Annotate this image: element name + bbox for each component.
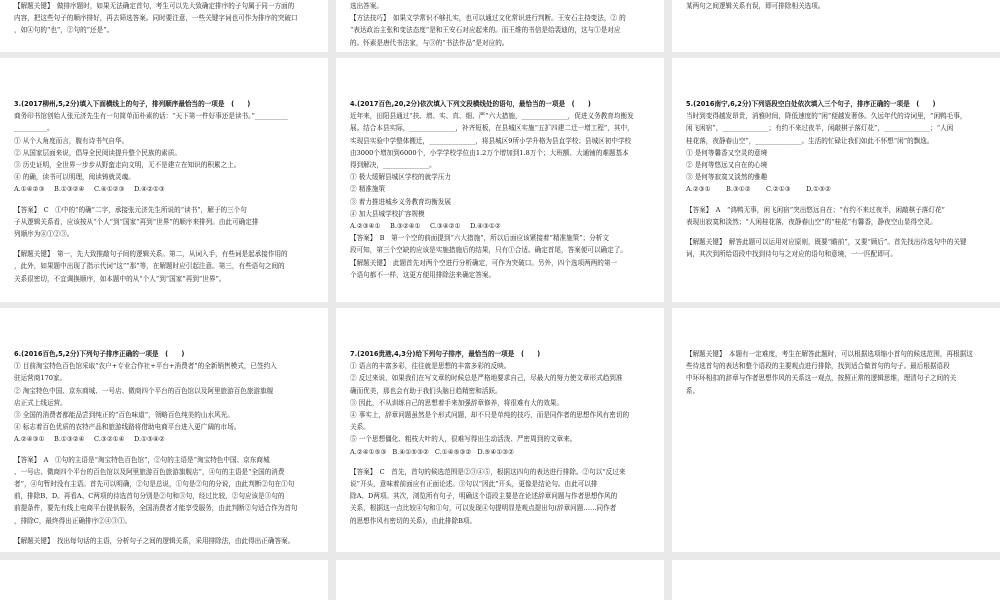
text-line: ① 目前淘宝特色百色馆采取“农户+专业合作社+平台+消费者”的全新销售模式，已签约入 [14, 362, 277, 371]
text-line: 【答案】 C 首先，首句的候选范围是②③④⑤，根据这四句的表达进行排除。②句以“反过来 [350, 467, 626, 476]
text-line: ② 精准施策 [350, 185, 386, 194]
page-12 [672, 560, 1000, 600]
text-line: ，如④句的“也”，②句的“还是”。 [14, 26, 114, 35]
text-line: ② 从国家层面来说，倡导全民阅读提升整个民族的素质。 [14, 148, 181, 157]
question-4-options [350, 220, 650, 232]
text-line: 前，排除B、D。再看A、C两项的待选首句分别是②句和③句，经过比较，②句应该是③句的 [14, 492, 285, 501]
option-label: C.④①②③ [94, 185, 125, 194]
option-label: C.③④②① [430, 222, 461, 231]
text-line: 【解题关键】 找出每句话的主语，分析句子之间的逻辑关系，采用排除法，由此得出正确答案。 [14, 536, 295, 545]
text-line: ① 极大缓解县城区学校的就学压力 [350, 173, 452, 182]
option-label: D.①③② [806, 185, 831, 194]
question-3-title: 3.(2017柳州,5,2分)填入下面横线上的句子，排列顺序最恰当的一项是 ( ) [14, 100, 251, 108]
option-label: B.③②④① [390, 222, 421, 231]
text-line: 列顺序为④①②③。 [14, 230, 74, 239]
text-line: 个语句都不一样，这更方便用排除法来确定答案。 [350, 270, 496, 279]
page-10 [0, 560, 328, 600]
option-label: A.②④③① [14, 435, 45, 444]
text-line: 店正式上线运营。 [14, 398, 67, 407]
option-label: D.④②①③ [134, 185, 165, 194]
text-line: 【解题关键】 本题有一定难度，考生在解答此题时，可以根据选项缩小首句的候选范围，再根据这 [686, 350, 973, 358]
text-line: 前提条件，要先有线上电商平台提供服务，全国消费者才能享受服务，由此判断②句适合作为首句 [14, 504, 298, 513]
question-7-title: 7.(2016贵港,4,3分)给下列句子排序，最恰当的一项是 ( ) [350, 350, 541, 358]
text-line: 得到解决，______________。 [350, 161, 436, 170]
page-3 [672, 0, 1000, 52]
text-line: ③ 全国的消费者都能品尝到纯正的“百色味道”，领略百色纯美的山水风光。 [14, 411, 234, 420]
option-label: D.①③④② [134, 435, 165, 444]
text-line: 展。结合本县实际，______________，补齐短板，在县城区实施“五扩四建二迁一增工程”，其中， [350, 124, 634, 133]
page-1-body [14, 0, 314, 37]
question-6-answer [14, 454, 314, 527]
text-line: 【解题关键】 第一，先大致推敲句子间的逻辑关系。第二，从词入手，有些词是起承接作用的 [14, 250, 288, 259]
text-line: 【答案】 C ①中的“的确”二字，承接张元济先生所说的“读书”，解于的三个句 [14, 205, 247, 214]
text-line: 【答案】 B 第一个空的前面提到“六大措施”，所以后面应该紧接着“精准施策”；分析文 [350, 234, 609, 243]
text-line: ② 淘宝特色中国、京东商城、一号店、微商四个平台的百色馆以及阿里旅游百色旅游旗舰 [14, 386, 274, 395]
text-line: 表现出寂寞和淡然；“人闲桂花落，夜静春山空”的“桂花”有馨香，静夜空山显得空灵。 [686, 217, 937, 226]
text-line: ② 是何等悠远又自在的心境 [686, 161, 768, 170]
text-line: 些待选首句的表达和整个语段的主要观点进行排除，找到适合做首句的句子。最后根据语段 [686, 362, 950, 371]
text-line: 闲飞闲宿”，______________；有约不来过夜半，闲敲棋子落灯花”，______________；“人闲 [686, 124, 954, 133]
option-label: A.②③① [686, 185, 711, 194]
text-line: “表达政治主张和变法态度”是和王安石对应起来的。而王维的书信是给裴迪的，这与①是对应 [350, 26, 621, 35]
text-line: 说”开头，意味着前面应有正面论述。③句以“因此”开头，更像是结论句。由此可以排 [350, 480, 598, 489]
question-6-key [14, 535, 314, 547]
text-line: ④ 事实上，辞章问题虽然是个形式问题，却不只是单纯的技巧，而是同作者的思想作风有密切的 [350, 411, 630, 420]
question-4-body [350, 110, 650, 220]
question-5-body [686, 110, 986, 183]
text-line: 【答案】 A ①句的主语是“淘宝特色百色馆”，②句的主语是“淘宝特色中国、京东商城 [14, 455, 270, 464]
text-line: ④ 加大县城学校扩容规模 [350, 209, 425, 218]
text-line: 者”，④句暂时没有主语。首先可以明确，②句是总说，①句是②句的分说，由此判断②句在①句 [14, 480, 295, 489]
text-line: 词，其次到所给语段中找到待句与之对应的语句和意境，一一匹配即可。 [686, 250, 897, 259]
page-3-body [686, 0, 986, 12]
text-line: ⑤ 一个思想僵化、粗枝大叶的人，很难写得出生动活泼、严密周到的文章来。 [350, 435, 577, 444]
option-label: A.①④②③ [14, 185, 45, 194]
option-label: B.①③②④ [54, 185, 85, 194]
text-line: 商务印书馆创始人张元济先生有一句简单而朴素的话：“天下第一件好事还是读书。”__________ [14, 112, 288, 121]
text-line: ② 反过来说，如果我们在写文章的时候总是严格地要求自己，尽最大的努力使文章形式趋到准 [350, 374, 623, 383]
text-line: ，排除C，最终得出正确排序②④③①。 [14, 516, 132, 525]
text-line: 段可知，第三个空缺的应该是实施措施后的结果，只有①合适。确定首尾，答案便可以确定了。 [350, 246, 627, 255]
page-8 [336, 308, 664, 552]
option-label: C.②①③ [766, 185, 791, 194]
page-1 [0, 0, 328, 52]
option-label: A.②④①⑤③ [350, 447, 387, 456]
question-6-options [14, 433, 314, 445]
text-line: 【解题关键】 做排序题时，如果无法确定首句，考生可以先大致确定排序的子句属于同一方面的 [14, 2, 295, 10]
text-line: 关系，根据这一点比较④句和①句，可以发现④句提明显是观点提出句(辞章问题……同作者 [350, 504, 617, 513]
text-line: 、一号店、微商四个平台的百色馆以及阿里旅游百色旅游旗舰店”，④句的主语是“全国的消费 [14, 467, 285, 476]
text-line: 当时到变得越发昂贵，消雅时间，降低速度的“闲”便越发奢侈。久远年代的诗词里，“闲鸭毛事， [686, 112, 967, 121]
question-3-body [14, 110, 314, 183]
question-4-key [350, 257, 650, 281]
option-label: C.①④⑤③② [434, 447, 472, 456]
text-line: ④ 的确，读书可以明理，阅读铸就灵魂。 [14, 173, 135, 182]
option-label: B.①③②④ [54, 435, 85, 444]
text-line: 的思想作风有密切的关系)，由此排除B项。 [350, 516, 477, 525]
question-5-key [686, 236, 986, 260]
text-line: 桂花落，夜静春山空”，______________。生活的忙碌让我们如此不怀想“闲”的飘逸。 [686, 136, 934, 145]
question-6-body [14, 360, 314, 433]
option-label: C.③②①④ [94, 435, 125, 444]
page-2 [336, 0, 664, 52]
option-label: D.⑤④①③② [477, 447, 515, 456]
question-4-title: 4.(2017百色,20,2分)依次填入下列文段横线处的语句，最恰当的一项是 ( ) [350, 100, 591, 108]
text-line: 某两句之间逻辑关系有误，即可排除相关选项。 [686, 2, 825, 10]
text-line: ③ 因此，不从训练自己的思想着手来加强辞章修养，将很难有大的效果。 [350, 398, 564, 407]
text-line: ③ 着力推进城乡义务教育均衡发展 [350, 197, 452, 206]
question-7-answer [350, 466, 650, 527]
question-3-options [14, 183, 314, 195]
option-label: B.③①② [726, 185, 751, 194]
option-label: A.②③④① [350, 222, 381, 231]
text-line: 【答案】 A “鸿鸭无事，闲飞闲宿”突出悠远自在；“有约不来过夜半，闲敲棋子落灯花” [686, 205, 945, 214]
text-line: 中环环相扣的辞章与作者思想作风的关系这一观点，按照正常的逻辑思维，理清句子之间的关 [686, 374, 957, 383]
page-6 [672, 58, 1000, 302]
text-line: ④ 标志着百色优质的农特产品和旅游线路将借助电商平台进入更广阔的市场。 [14, 423, 241, 432]
page-9 [672, 308, 1000, 552]
option-label: B.④①⑤③② [392, 447, 429, 456]
text-line: ① 语言的丰富多彩，往往就是思想的丰富多彩的反映。 [350, 362, 511, 371]
text-line: 【解题关键】 此题首先对两个空进行分析确定，可作为突破口。另外，四个选项两两的第一 [350, 258, 618, 267]
page-2-body [350, 0, 650, 49]
question-5-options [686, 183, 986, 195]
question-7-body [350, 360, 650, 445]
page-9-key [686, 348, 986, 397]
text-line: 关系很密切，不宜调换顺序，如本题中的从“个人”到“国家”再到“世界”。 [14, 274, 226, 283]
text-line: ① 从个人角度而言，腹有诗书气自华。 [14, 136, 129, 145]
text-line: 近年来，田阳县通过“扶、增、实、真、细、严”六大措施，______________，促进义务教育均衡发 [350, 112, 634, 121]
text-line: 【方法技巧】 如果文学常识不够扎实，也可以通过文化常识进行判断。王安石主持变法，② 的 [350, 14, 626, 23]
question-5-title: 5.(2016南宁,6,2分)下列语段空白处依次填入三个句子，排序正确的一项是 ( ) [686, 100, 936, 108]
text-line: 驻运营商170家。 [14, 374, 67, 383]
page-4 [0, 58, 328, 302]
text-line: 实现县实验中学整体搬迁，______________，将县城区9所小学升格为县直学校；县城区初中学校 [350, 136, 632, 145]
page-11 [336, 560, 664, 600]
question-6-title: 6.(2016百色,5,2分)下列句子排序正确的一项是 ( ) [14, 350, 185, 358]
text-line: 的。怀素是唐代书法家，与③的“书法作品”是对应的。 [350, 38, 509, 47]
text-line: 由3000个增加到6000个，小学学校学位由1.2万个增加到1.8万个；大班额、大通铺的难题基本 [350, 148, 629, 157]
page-7 [0, 308, 328, 552]
question-3-answer [14, 204, 314, 241]
text-line: __________。 [14, 124, 54, 133]
text-line: 系。 [686, 386, 700, 395]
text-line: 内容，把这些句子的顺序排好，再去筛选答案。同时要注意，一些关键字词也可作为排序的突破口 [14, 14, 298, 23]
option-label: D.④③①② [470, 222, 501, 231]
question-3-key [14, 248, 314, 285]
question-4-answer [350, 232, 650, 256]
page-5 [336, 58, 664, 302]
text-line: ，此外，如果题中出现了指示代词“这”“那”等，在解题时应引起注意。第三，有些语句之间的 [14, 262, 285, 271]
text-line: 【解题关键】 解答此题可以运用对应原则，既要“瞻前”，又要“顾后”。首先找出待选句中的关键 [686, 238, 967, 247]
text-line: 关系。 [350, 423, 370, 432]
question-7-options [350, 446, 650, 458]
text-line: 选出答案。 [350, 2, 383, 10]
text-line: ③ 是何等寂寞又淡然的雅趣 [686, 173, 768, 182]
question-5-answer [686, 204, 986, 228]
text-line: 子从逻辑关系看，应该按从“个人”到“国家”再到“世界”的顺序来排列。由此可确定排 [14, 217, 259, 226]
text-line: 确而优美，那也会有助于我们头脑日趋精密和活跃。 [350, 386, 502, 395]
text-line: ① 是何等馨香又空灵的意境 [686, 148, 768, 157]
text-line: ③ 历史证明，全世界一步步从野蛮走向文明，无不是建立在知识的积累之上。 [14, 161, 241, 170]
text-line: 除A、D两项。其次，浏览所有句子，明确这个语段主要是在论述辞章问题与作者思想作风的 [350, 492, 618, 501]
